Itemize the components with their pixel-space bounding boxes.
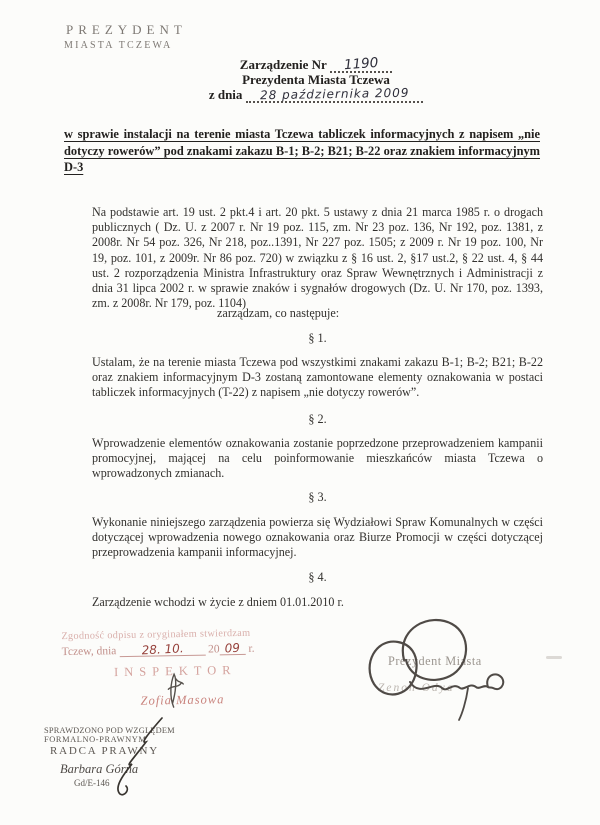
president-role-label: Prezydent Miasta — [388, 654, 482, 668]
president-name: Zenon Odya — [378, 682, 455, 694]
section-3-text: Wykonanie niniejszego zarządzenia powierza się Wydziałowi Spraw Komunalnych w części dotyczącej wprowadzenia nowego oznakowania oraz Biurze Promocji w części dotyczącej przeprowadzenia kampanii informacyjnej. — [92, 515, 543, 560]
scan-artifact-dash — [546, 656, 562, 659]
letterhead-org: PREZYDENT — [66, 22, 187, 37]
ordinance-number-dotted-line — [330, 54, 392, 74]
legal-counsel-name: Barbara Górna — [60, 762, 139, 776]
inspector-name: Zofia Masowa — [140, 692, 225, 708]
president-signature-icon — [352, 608, 542, 728]
section-4-number: § 4. — [308, 570, 327, 584]
certification-statement: Zgodność odpisu z oryginałem stwierdzam — [61, 627, 251, 643]
section-1-text: Ustalam, że na terenie miasta Tczewa pod wszystkimi znakami zakazu B-1; B-2; B21; B-22 oraz znakiem informacyjnym D-3 zostaną zamontowane elementy oznakowania w postaci tabliczek informacyjnych (T-22) z napisem „nie dotyczy rowerów”. — [92, 355, 543, 400]
legal-check-stamp — [44, 726, 204, 788]
section-4-text: Zarządzenie wchodzi w życie z dniem 01.01.2010 r. — [92, 595, 344, 609]
certification-year-blank — [219, 640, 245, 656]
section-1-number: § 1. — [308, 331, 327, 345]
issuer-line: Prezydenta Miasta Tczewa — [242, 72, 390, 87]
certification-year-handwritten: 09 — [224, 640, 241, 656]
legal-counsel-register-number: Gd/E-146 — [74, 778, 110, 788]
date-dotted-line — [246, 85, 424, 103]
legal-counsel-role: RADCA PRAWNY — [50, 745, 160, 757]
section-2-number: § 2. — [308, 412, 327, 426]
legal-counsel-signature-icon — [96, 714, 176, 809]
certification-year-suffix: r. — [248, 642, 255, 655]
certification-date-line — [62, 642, 302, 658]
ordinance-number-line — [32, 54, 600, 74]
certification-date-blank — [119, 641, 205, 658]
section-3-number: § 3. — [308, 490, 327, 504]
letterhead — [66, 22, 187, 51]
letterhead-city: MIASTA TCZEWA — [64, 40, 173, 51]
certification-date-handwritten: 28. 10. — [140, 641, 184, 658]
president-signature-block — [352, 608, 542, 728]
subject-paragraph: w sprawie instalacji na terenie miasta Tczewa tabliczek informacyjnych z napisem „nie dotyczy rowerów” pod znakami zakazu B-1; B-2; B21; B-22 oraz znakiem informacyjnym D-3 — [64, 127, 540, 175]
ordinance-number-handwritten: 1190 — [343, 54, 379, 74]
legal-stamp-line2: FORMALNO-PRAWNYM — [44, 735, 147, 744]
title-block — [0, 54, 600, 103]
date-label: z dnia — [208, 86, 243, 102]
section-2-text: Wprowadzenie elementów oznakowania zostanie poprzedzone przeprowadzeniem kampanii promocyjnej, mającej na celu poinformowanie mieszkańców miasta Tczewa o wprowadzonych zmianach. — [92, 436, 543, 481]
certification-year-prefix: 20 — [207, 643, 220, 656]
legal-stamp-line1: SPRAWDZONO POD WZGLĘDEM — [44, 726, 175, 735]
ordain-line: zarządzam, co następuje: — [217, 306, 340, 320]
date-handwritten: 28 października 2009 — [259, 85, 410, 102]
ordinance-label: Zarządzenie Nr — [239, 57, 327, 72]
inspector-role-label: INSPEKTOR — [113, 663, 237, 680]
inspector-signature-icon — [162, 671, 189, 709]
certification-place-label: Tczew, dnia — [61, 645, 117, 659]
legal-basis-paragraph: Na podstawie art. 19 ust. 2 pkt.4 i art. 20 pkt. 5 ustawy z dnia 21 marca 1985 r. o drogach publicznych ( Dz. U. z 2007 r. Nr 19 poz. 115, zm. Nr 23 poz. 136, Nr 192, poz. 1381, z 2008r. Nr 54 poz. 326, Nr 218, poz..1391, Nr 227 poz. 1505; z 2009 r. Nr 19 poz. 100, Nr 19, poz. 101, z 2009r. Nr 86 poz. 720) w związku z § 16 ust. 2, §17 ust.2, § 22 ust. 4, § 44 ust. 2 rozporządzenia Ministra Infrastruktury oraz Spraw Wewnętrznych i Administracji z dnia 31 lipca 2002 r. w sprawie znaków i sygnałów drogowych (Dz. U. Nr 170, poz. 1393, zm. z 2008r. Nr 179, poz. 1104) — [92, 205, 543, 311]
date-line — [32, 85, 600, 103]
certification-stamp — [61, 627, 302, 710]
